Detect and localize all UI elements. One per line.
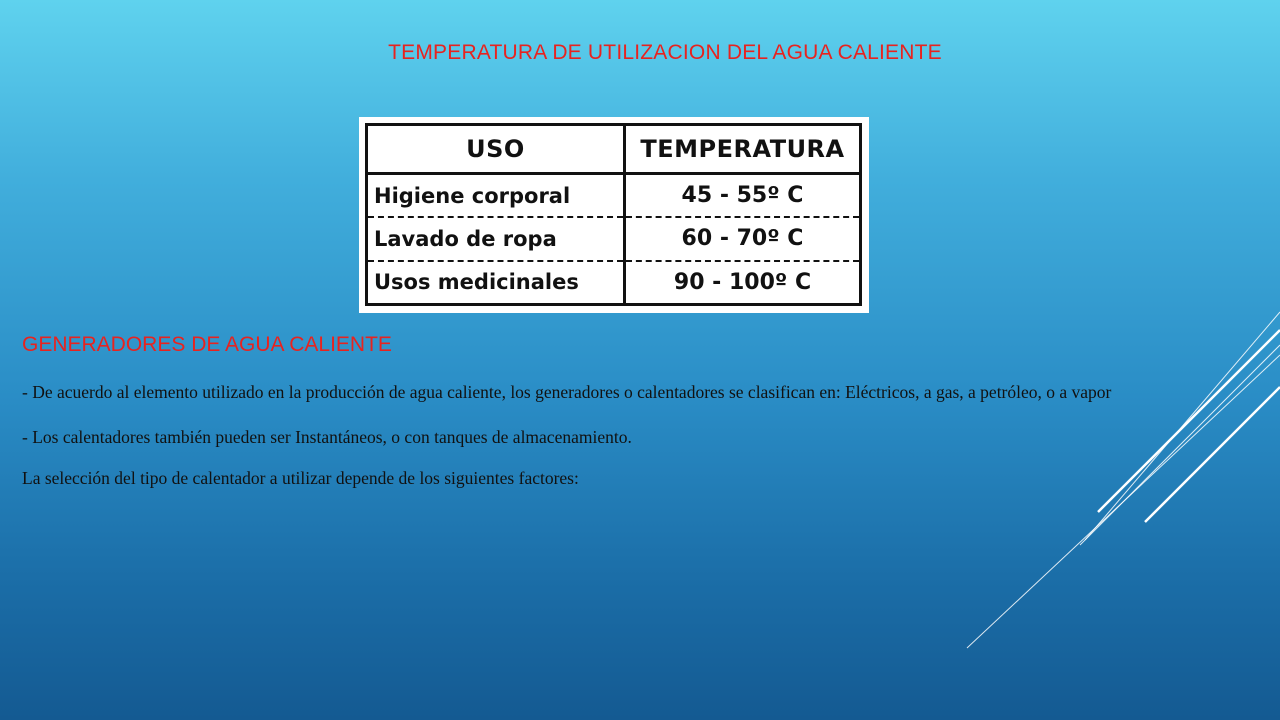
column-header-temperatura: TEMPERATURA [625,125,861,174]
paragraph-types: - Los calentadores también pueden ser Instantáneos, o con tanques de almacenamiento. [22,427,632,447]
table-cell-temperatura: 45 - 55º C [625,174,861,218]
table-cell-uso: Higiene corporal [367,174,625,218]
table-row [367,217,861,260]
paragraph-classification: - De acuerdo al elemento utilizado en la producción de agua caliente, los generadores o calentadores se clasifican en: Eléctricos, a gas, a petróleo, o a vapor [22,382,1112,402]
slide-title: TEMPERATURA DE UTILIZACION DEL AGUA CALIENTE [388,41,942,64]
table-row [367,174,861,218]
paragraph-selection: La selección del tipo de calentador a utilizar depende de los siguientes factores: [22,468,579,488]
section-subtitle: GENERADORES DE AGUA CALIENTE [22,333,392,356]
table-cell-temperatura: 90 - 100º C [673,269,812,295]
temperature-table-image [359,117,869,313]
table-row [367,261,861,305]
table-header-row [367,125,861,174]
table-cell-uso: Lavado de ropa [367,217,625,260]
body-text [22,376,1250,503]
table-cell-uso: Usos medicinales [367,261,625,305]
temperature-table [365,123,862,306]
table-cell-temperatura: 60 - 70º C [625,217,861,260]
column-header-uso: USO [367,125,625,174]
